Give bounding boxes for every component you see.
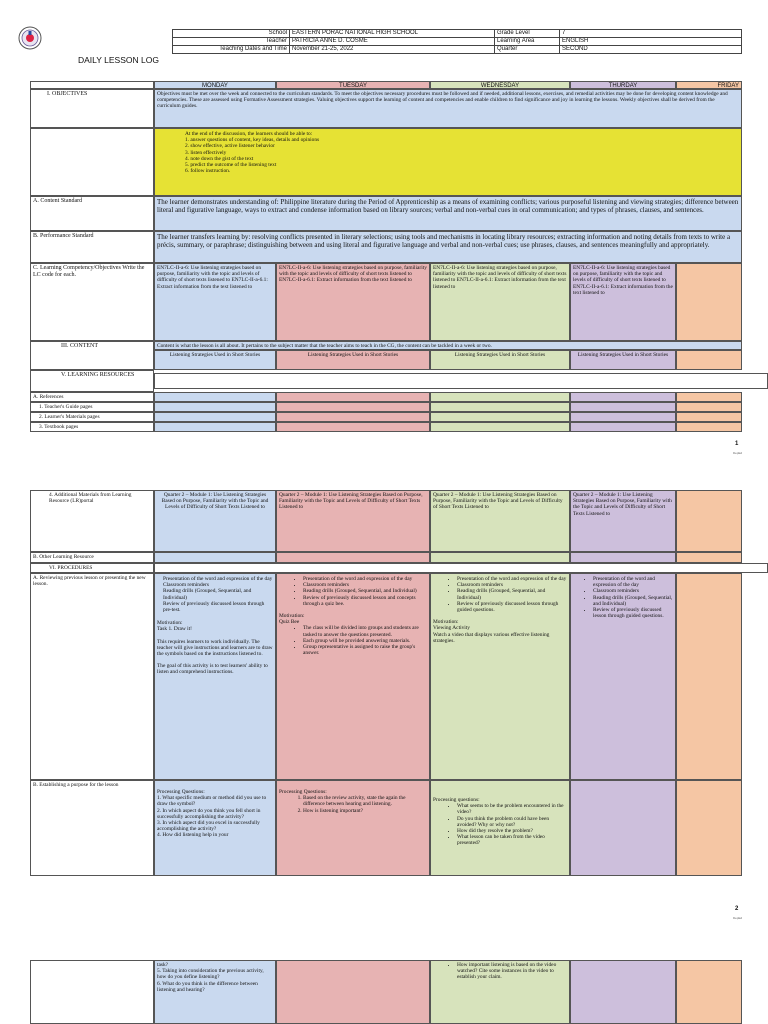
competency-monday: EN7LC-II-a-6: Use listening strategies based on purpose, familiarity with the topic and levels of difficulty of short texts listened to EN7LC-II-a-6.1: Extract information from the text listened to: [154, 263, 276, 341]
procedure-b-monday-cont: [154, 960, 276, 1024]
review-item: • Reading drills (Grouped, Sequential, and Individual): [163, 588, 273, 600]
performance-standard-label: B. Performance Standard: [30, 231, 154, 263]
grade-value: 7: [560, 30, 742, 38]
quiz-item: • Group representative is assigned to raise the group's answer.: [303, 644, 427, 656]
review-item: • Review of previously discussed lesson through pre-test.: [163, 601, 273, 613]
procedure-b-wednesday-cont: [430, 960, 570, 1024]
processing-title: Processing questions:: [433, 797, 480, 803]
other-tuesday: [276, 552, 430, 563]
page-footer-2: DepEd: [733, 916, 743, 920]
objective-item: 5. predict the outcome of the listening text: [185, 162, 277, 169]
day-monday: MONDAY: [154, 81, 276, 89]
resource-cell-tuesday: [276, 392, 430, 402]
content-monday: Listening Strategies Used in Short Stories: [154, 350, 276, 370]
review-item: • Classroom reminders: [303, 582, 427, 588]
page-number-1: 1: [735, 441, 739, 447]
resource-cell-thursday: [570, 422, 676, 432]
resources-label: V. LEARNING RESOURCES: [30, 370, 154, 392]
resource-cell-wednesday: [430, 412, 570, 422]
processing-question: 1. What specific medium or method did you use to draw the symbol?: [157, 795, 267, 808]
other-resource-label: B. Other Learning Resource: [30, 552, 154, 563]
quiz-item: • The class will be divided into groups and students are tasked to answer the questions presented.: [303, 625, 427, 637]
review-item: • Presentation of the word and expression of the day: [457, 576, 567, 582]
teacher-value: PATRICIA ANNE D. COSME: [290, 38, 495, 46]
additional-wednesday: Quarter 2 – Module 1: Use Listening Strategies Based on Purpose, Familiarity with the Topic and Levels of Difficulty of Short Texts Listened to: [430, 490, 570, 552]
content-note: Content is what the lesson is all about. It pertains to the subject matter that the teacher aims to teach in the CG, the content can be tackled in a week or two.: [154, 341, 742, 350]
school-value: EASTERN PORAC NATIONAL HIGH SCHOOL: [290, 30, 495, 38]
objective-item: 6. follow instruction.: [185, 168, 231, 175]
procedure-b-friday-cont: [676, 960, 742, 1024]
tb-label: 3. Textbook pages: [30, 422, 154, 432]
resource-cell-monday: [154, 422, 276, 432]
review-item: • Review of previously discussed lesson through guided questions.: [457, 601, 567, 613]
processing-question: 5. Taking into consideration the previous activity, how do you define listening?: [157, 968, 264, 981]
references-label: A. References: [30, 392, 154, 402]
page-footer-1: DepEd: [733, 451, 743, 455]
deped-seal: [18, 26, 42, 50]
processing-title: Processing Questions:: [157, 789, 205, 795]
processing-question: • Do you think the problem could have been avoided? Why or why not?: [457, 816, 567, 828]
quarter-value: SECOND: [560, 46, 742, 54]
processing-question: • How did they resolve the problem?: [457, 828, 567, 834]
procedure-b-friday: [676, 780, 742, 876]
procedure-b-tuesday: [276, 780, 430, 876]
resources-row: [154, 373, 768, 389]
resource-cell-thursday: [570, 412, 676, 422]
objectives-lead: At the end of the discussion, the learners should be able to:: [185, 131, 313, 137]
objective-item: 4. note down the gist of the text: [185, 155, 254, 162]
school-label: School: [173, 30, 290, 38]
processing-title: Processing Questions:: [279, 789, 327, 795]
resource-cell-wednesday: [430, 402, 570, 412]
area-label: Learning Area: [495, 38, 560, 46]
content-thursday: Listening Strategies Used in Short Stories: [570, 350, 676, 370]
day-thursday: THURDAY: [570, 81, 676, 89]
content-standard-label: A. Content Standard: [30, 196, 154, 231]
content-standard-text: The learner demonstrates understanding of: Philippine literature during the Period of Apprenticeship as a means of examining conflicts; various purposeful listening and viewing strategies; difference between literal and figurative language, ways to extract and condense information based on library sources; verbal and non-verbal cues in oral communication; and types of phrases, clauses, and sentences.: [154, 196, 742, 231]
review-item: • Presentation of the word and expression of the day: [163, 576, 273, 582]
processing-question: 2. How is listening important?: [303, 808, 427, 814]
review-item: • Reading drills (Grouped, Sequential, and Individual): [593, 595, 673, 607]
day-friday: FRIDAY: [676, 81, 742, 89]
resource-cell-thursday: [570, 392, 676, 402]
procedure-b-thursday: [570, 780, 676, 876]
procedure-b-monday: [154, 780, 276, 876]
motivation-title: Motivation:: [433, 619, 459, 626]
performance-standard-text: The learner transfers learning by: resolving conflicts presented in literary selections; using tools and mechanisms in locating library resources; extracting information and noting details from texts to write a précis, summary, or paraphrase; distinguishing between and using literal and figurative language and verbal and non-verbal cues; use phrases, clauses, and sentences meaningfully and appropriately.: [154, 231, 742, 263]
additional-tuesday: Quarter 2 – Module 1: Use Listening Strategies Based on Purpose, Familiarity with the Topic and Levels of Difficulty of Short Texts Listened to: [276, 490, 430, 552]
resource-cell-monday: [154, 392, 276, 402]
competency-friday: [676, 263, 742, 341]
procedure-b-label: B. Establishing a purpose for the lesson: [30, 780, 154, 876]
resource-cell-friday: [676, 402, 742, 412]
motivation-title: Motivation:: [279, 613, 305, 620]
content-friday: [676, 350, 742, 370]
procedure-a-label: A. Reviewing previous lesson or presenting the new lesson.: [30, 573, 154, 780]
motivation-title: Motivation:: [157, 620, 183, 627]
review-item: • Presentation of the word and expression of the day: [303, 576, 427, 582]
additional-thursday: Quarter 2 – Module 1: Use Listening Strategies Based on Purpose, Familiarity with the Topic and Levels of Difficulty of Short Texts Listened to: [570, 490, 676, 552]
resource-cell-thursday: [570, 402, 676, 412]
area-value: ENGLISH: [560, 38, 742, 46]
additional-materials-label: 4. Additional Materials from Learning Resource (LR)portal: [30, 490, 154, 552]
procedure-b-label-cont: [30, 960, 154, 1024]
review-item: • Review of previously discussed lesson through guided questions.: [593, 607, 673, 619]
other-friday: [676, 552, 742, 563]
quarter-label: Quarter: [495, 46, 560, 54]
resource-cell-friday: [676, 412, 742, 422]
procedure-a-tuesday: [276, 573, 430, 780]
objectives-list: [154, 128, 742, 196]
procedure-b-thursday-cont: [570, 960, 676, 1024]
processing-question: 6. What do you think is the difference between listening and hearing?: [157, 980, 258, 993]
additional-friday: [676, 490, 742, 552]
resource-cell-tuesday: [276, 402, 430, 412]
review-item: • Classroom reminders: [457, 582, 567, 588]
resource-cell-friday: [676, 422, 742, 432]
dates-label: Teaching Dates and Time: [173, 46, 290, 54]
objectives-label: I. OBJECTIVES: [30, 89, 154, 128]
resource-cell-friday: [676, 392, 742, 402]
motivation-task: Quiz Bee: [279, 619, 300, 626]
review-item: • Reading drills (Grouped, Sequential, and Individual): [457, 588, 567, 600]
processing-question: 2. In which aspect do you think you fell short in successfully accomplishing the activity?: [157, 807, 261, 820]
resource-cell-tuesday: [276, 412, 430, 422]
competencies-label: C. Learning Competency/Objectives Write the LC code for each.: [30, 263, 154, 341]
competency-thursday: EN7LC-II-a-6: Use listening strategies based on purpose, familiarity with the topic and levels of difficulty of short texts listened to EN7LC-II-a-6.1: Extract information from the text listened to: [570, 263, 676, 341]
review-item: • Review of previously discussed lesson and concepts through a quiz bee.: [303, 595, 427, 607]
other-thursday: [570, 552, 676, 563]
procedures-label: VI. PROCEDURES: [30, 563, 154, 573]
content-wednesday: Listening Strategies Used in Short Stories: [430, 350, 570, 370]
review-item: • Reading drills (Grouped, Sequential, and Individual): [303, 588, 427, 594]
processing-question: • How important listening is based on the video watched? Cite some instances in the video to establish your claim.: [457, 962, 567, 981]
grade-label: Grade Level: [495, 30, 560, 38]
review-item: • Classroom reminders: [163, 582, 273, 588]
processing-question: 4. How did listening help in your: [157, 832, 229, 839]
processing-question: • What lesson can be taken from the video presented?: [457, 834, 567, 846]
procedure-b-tuesday-cont: [276, 960, 430, 1024]
other-wednesday: [430, 552, 570, 563]
processing-question: 3. In which aspect did you excel in successfully accomplishing the activity?: [157, 820, 260, 833]
procedure-b-wednesday: [430, 780, 570, 876]
content-label: III. CONTENT: [30, 341, 154, 370]
procedures-row: [154, 563, 768, 573]
dll-title: DAILY LESSON LOG: [78, 55, 159, 65]
objective-item: 2. show effective, active listener behavior: [185, 143, 275, 150]
resource-cell-monday: [154, 402, 276, 412]
quiz-item: • Each group will be provided answering materials.: [303, 638, 427, 644]
objective-item: 3. listen effectively: [185, 149, 227, 156]
motivation-task: Task 1. Draw it!: [157, 626, 192, 633]
resource-cell-wednesday: [430, 392, 570, 402]
day-header-blank: [30, 81, 154, 89]
tg-label: 1. Teacher's Guide pages: [30, 402, 154, 412]
dates-value: November 21-25, 2022: [290, 46, 495, 54]
resource-cell-wednesday: [430, 422, 570, 432]
processing-question: task?: [157, 962, 169, 968]
objectives-label-blank: [30, 128, 154, 196]
day-wednesday: WEDNESDAY: [430, 81, 570, 89]
other-monday: [154, 552, 276, 563]
resource-cell-tuesday: [276, 422, 430, 432]
motivation-desc: Watch a video that displays various effective listening strategies.: [433, 631, 550, 644]
competency-wednesday: EN7LC-II-a-6: Use listening strategies based on purpose, familiarity with the topic and levels of difficulty of short texts listened to EN7LC-II-a-6.1: Extract information from the text listened to: [430, 263, 570, 341]
review-item: • Presentation of the word and expression of the day: [593, 576, 673, 588]
review-item: • Classroom reminders: [593, 588, 673, 594]
objectives-intro: Objectives must be met over the week and connected to the curriculum standards. To meet the objectives necessary procedures must be followed and if needed, additional lessons, exercises, and remedial activities may be done for developing content knowledge and competencies. These are assessed using Formative Assessment strategies. Valuing objectives support the learning of content and competencies and enable children to find significance and joy in learning the lessons. Weekly objectives shall be derived from the curriculum guides.: [154, 89, 742, 128]
procedure-a-thursday: [570, 573, 676, 780]
header-table: [172, 29, 742, 54]
teacher-label: Teacher: [173, 38, 290, 46]
lm-label: 2. Learner's Materials pages: [30, 412, 154, 422]
motivation-goal: The goal of this activity is to test learners' ability to listen and comprehend instructions.: [157, 663, 268, 676]
processing-question: • What seems to be the problem encountered in the video?: [457, 803, 567, 815]
processing-question: 1. Based on the review activity, state the again the difference between hearing and listening.: [303, 795, 427, 807]
motivation-task: Viewing Activity: [433, 625, 470, 632]
page-number-2: 2: [735, 906, 739, 912]
procedure-a-monday: [154, 573, 276, 780]
procedure-a-wednesday: [430, 573, 570, 780]
competency-tuesday: EN7LC-II-a-6: Use listening strategies based on purpose, familiarity with the topic and levels of difficulty of short texts listened to EN7LC-II-a-6.1: Extract information from the text listened to: [276, 263, 430, 341]
additional-monday: Quarter 2 – Module 1: Use Listening Strategies Based on Purpose, Familiarity with the Topic and Levels of Difficulty of Short Texts Listened to: [154, 490, 276, 552]
procedure-a-friday: [676, 573, 742, 780]
day-tuesday: TUESDAY: [276, 81, 430, 89]
resource-cell-monday: [154, 412, 276, 422]
objective-item: 1. answer questions of content, key ideas, details and opinions: [185, 137, 320, 144]
motivation-desc: This requires learners to work individually. The teacher will give instructions and learners are to draw the symbols based on the instructions listened to.: [157, 638, 273, 658]
content-tuesday: Listening Strategies Used in Short Stories: [276, 350, 430, 370]
